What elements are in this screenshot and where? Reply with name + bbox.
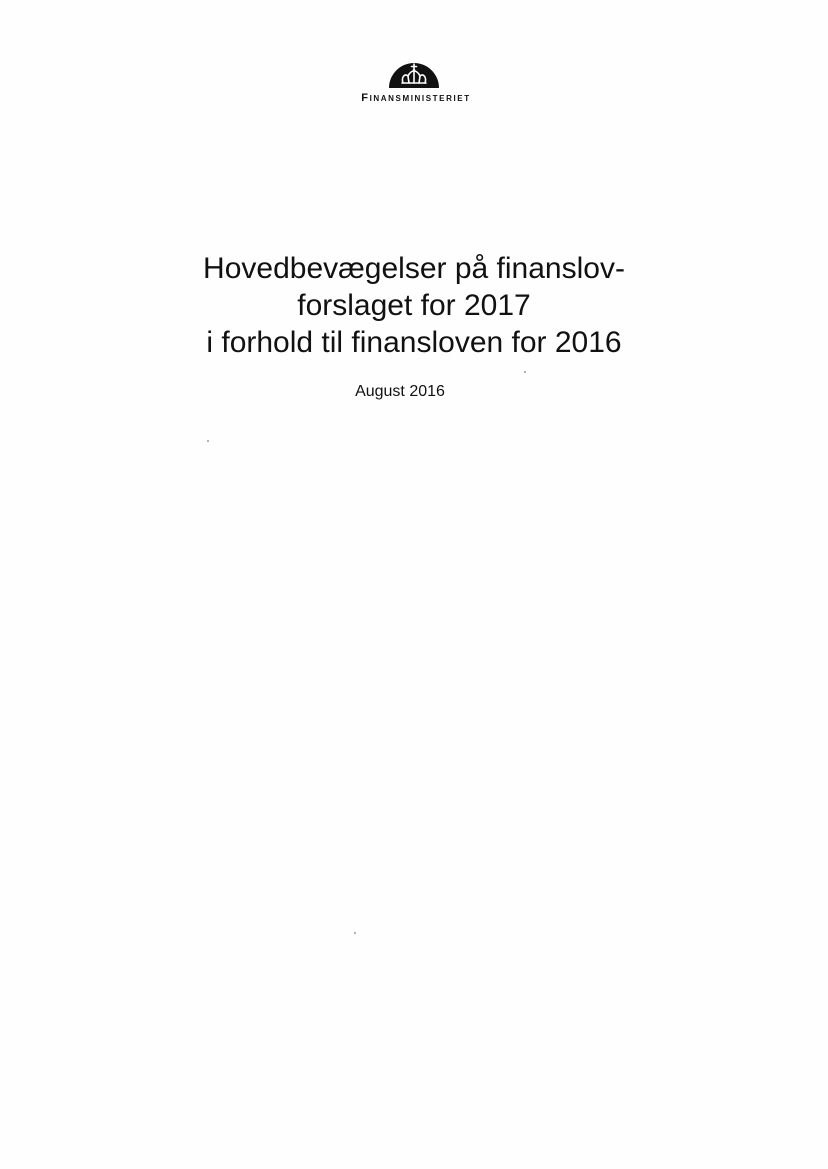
title-line-1: Hovedbevægelser på finanslov- <box>203 252 625 285</box>
document-title <box>100 250 728 361</box>
crown-emblem-icon <box>387 58 441 90</box>
scan-speck <box>354 932 356 934</box>
document-date: August 2016 <box>355 383 445 400</box>
ministry-name: Finansministeriet <box>361 92 471 104</box>
scan-speck <box>207 440 209 442</box>
scan-speck <box>524 371 526 373</box>
ministry-logo <box>0 58 828 104</box>
title-line-3: i forhold til finansloven for 2016 <box>206 326 622 359</box>
title-line-2: forslaget for 2017 <box>297 289 531 322</box>
